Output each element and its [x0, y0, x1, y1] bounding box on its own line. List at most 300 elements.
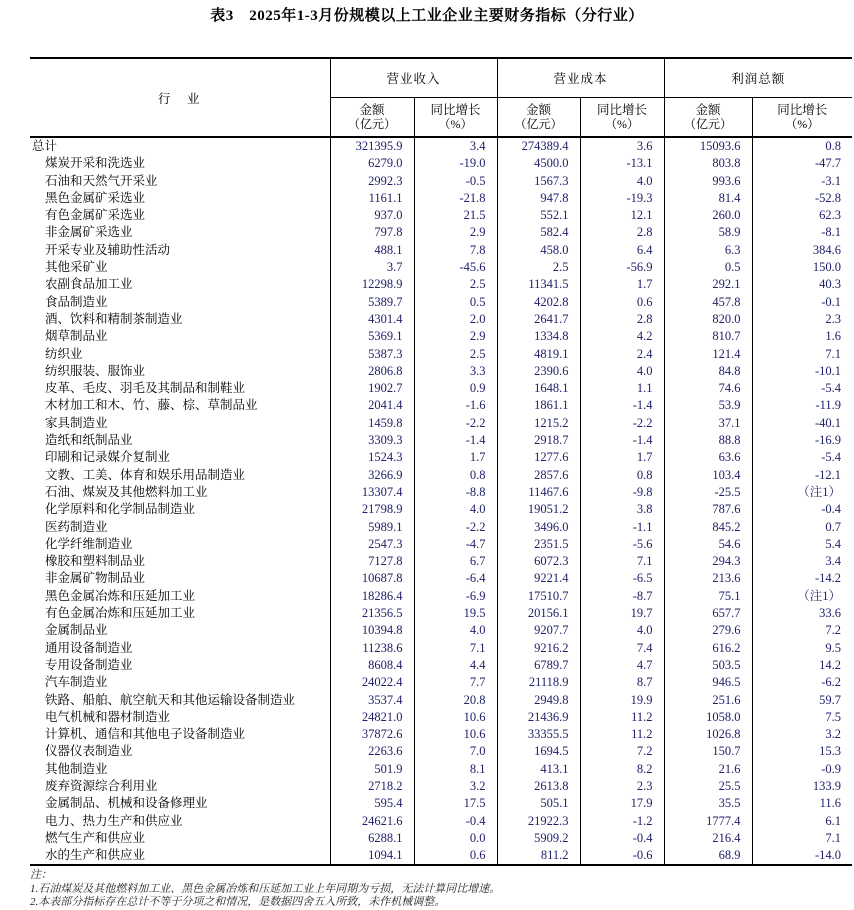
value-cell: -2.2	[414, 519, 497, 536]
industry-name-cell: 废弃资源综合利用业	[45, 778, 158, 793]
value-cell: 4.0	[414, 501, 497, 518]
value-cell: 7.7	[414, 674, 497, 691]
value-cell: 787.6	[664, 501, 752, 518]
industry-name-cell: 有色金属冶炼和压延加工业	[45, 606, 196, 621]
value-cell: 4.0	[414, 622, 497, 639]
value-cell: 2263.6	[330, 743, 414, 760]
table-row	[30, 346, 852, 363]
industry-name-cell: 电力、热力生产和供应业	[45, 813, 183, 828]
table-row	[30, 276, 852, 293]
value-cell: 2.3	[752, 311, 852, 328]
value-cell: 3266.9	[330, 467, 414, 484]
value-cell: -0.1	[752, 294, 852, 311]
column-header-cost-growth	[580, 98, 664, 138]
value-cell: -6.5	[580, 570, 664, 587]
industry-name-cell: 黑色金属矿采选业	[45, 190, 146, 205]
value-cell: 9216.2	[497, 640, 580, 657]
value-cell: 4301.4	[330, 311, 414, 328]
value-cell: -56.9	[580, 259, 664, 276]
value-cell: 75.1	[664, 588, 752, 605]
value-cell: 1161.1	[330, 190, 414, 207]
value-cell: 5909.2	[497, 830, 580, 847]
value-cell: 3.4	[752, 553, 852, 570]
table-row	[30, 570, 852, 587]
value-cell: 2806.8	[330, 363, 414, 380]
value-cell: -13.1	[580, 155, 664, 172]
value-cell: 68.9	[664, 847, 752, 865]
value-cell: 1.1	[580, 380, 664, 397]
value-cell: -4.7	[414, 536, 497, 553]
value-cell: 2547.3	[330, 536, 414, 553]
value-cell: 2613.8	[497, 778, 580, 795]
value-cell: 1334.8	[497, 328, 580, 345]
value-cell: 17.5	[414, 795, 497, 812]
industry-name-cell: 家具制造业	[45, 415, 108, 430]
industry-name-cell: 印刷和记录媒介复制业	[45, 450, 171, 465]
value-cell: 3.8	[580, 501, 664, 518]
value-cell: 0.5	[414, 294, 497, 311]
industry-name-cell: 水的生产和供应业	[45, 848, 146, 863]
table-row	[30, 709, 852, 726]
column-header-revenue-growth	[414, 98, 497, 138]
table-row	[30, 674, 852, 691]
value-cell: -12.1	[752, 467, 852, 484]
table-row	[30, 311, 852, 328]
table-row	[30, 778, 852, 795]
column-group-operating-cost: 营业成本	[497, 58, 664, 98]
value-cell: 501.9	[330, 761, 414, 778]
value-cell: 21436.9	[497, 709, 580, 726]
industry-name-cell: 非金属矿采选业	[45, 225, 133, 240]
value-cell: 19.5	[414, 605, 497, 622]
value-cell: -10.1	[752, 363, 852, 380]
value-cell: 5.4	[752, 536, 852, 553]
value-cell: 6.7	[414, 553, 497, 570]
value-cell: 503.5	[664, 657, 752, 674]
table-row	[30, 224, 852, 241]
table-row	[30, 207, 852, 224]
table-row	[30, 137, 852, 155]
industry-name-cell: 专用设备制造业	[45, 657, 133, 672]
value-cell: 62.3	[752, 207, 852, 224]
table-row	[30, 432, 852, 449]
value-cell: 7.4	[580, 640, 664, 657]
value-cell: 1648.1	[497, 380, 580, 397]
value-cell: 11.6	[752, 795, 852, 812]
industry-name-cell: 橡胶和塑料制品业	[45, 554, 146, 569]
value-cell: 88.8	[664, 432, 752, 449]
value-cell: -5.4	[752, 449, 852, 466]
industry-name-cell: 通用设备制造业	[45, 640, 133, 655]
value-cell: 10.6	[414, 726, 497, 743]
industry-name-cell: 石油、煤炭及其他燃料加工业	[45, 484, 208, 499]
value-cell: -0.4	[752, 501, 852, 518]
value-cell: 7.1	[414, 640, 497, 657]
value-cell: -0.4	[414, 813, 497, 830]
value-cell: 19.9	[580, 692, 664, 709]
value-cell: -11.9	[752, 397, 852, 414]
value-cell: 121.4	[664, 346, 752, 363]
table-row	[30, 449, 852, 466]
value-cell: 2918.7	[497, 432, 580, 449]
value-cell: 947.8	[497, 190, 580, 207]
industry-name-cell: 电气机械和器材制造业	[45, 709, 171, 724]
value-cell: -1.4	[580, 397, 664, 414]
value-cell: 1524.3	[330, 449, 414, 466]
value-cell: -0.5	[414, 173, 497, 190]
column-header-industry: 行 业	[30, 58, 330, 137]
financial-indicators-table	[30, 57, 852, 866]
value-cell: 803.8	[664, 155, 752, 172]
value-cell: 11.2	[580, 726, 664, 743]
value-cell: 3537.4	[330, 692, 414, 709]
value-cell: 2857.6	[497, 467, 580, 484]
value-cell: 7127.8	[330, 553, 414, 570]
table-header	[30, 58, 852, 137]
industry-name-cell: 其他采矿业	[45, 260, 108, 275]
value-cell: （注1）	[752, 588, 852, 605]
value-cell: 1277.6	[497, 449, 580, 466]
industry-name-cell: 煤炭开采和洗选业	[45, 156, 146, 171]
value-cell: 457.8	[664, 294, 752, 311]
footnotes	[30, 869, 852, 910]
value-cell: 7.2	[580, 743, 664, 760]
page-title: 表3 2025年1-3月份规模以上工业企业主要财务指标（分行业）	[210, 8, 644, 24]
subheader-amount-unit: （亿元）	[514, 117, 563, 131]
value-cell: 216.4	[664, 830, 752, 847]
value-cell: 6.1	[752, 813, 852, 830]
value-cell: 103.4	[664, 467, 752, 484]
table-row	[30, 640, 852, 657]
value-cell: 2.5	[414, 276, 497, 293]
value-cell: 3.6	[580, 137, 664, 155]
value-cell: 15093.6	[664, 137, 752, 155]
value-cell: 1567.3	[497, 173, 580, 190]
value-cell: 59.7	[752, 692, 852, 709]
value-cell: 8.2	[580, 761, 664, 778]
subheader-growth-label: 同比增长	[597, 103, 648, 117]
value-cell: 2.5	[414, 346, 497, 363]
value-cell: -25.5	[664, 484, 752, 501]
value-cell: 2.8	[580, 224, 664, 241]
table-row	[30, 242, 852, 259]
subheader-growth-unit: （%）	[438, 117, 473, 131]
industry-name-cell: 计算机、通信和其他电子设备制造业	[45, 727, 246, 742]
value-cell: 1.6	[752, 328, 852, 345]
industry-name-cell: 木材加工和木、竹、藤、棕、草制品业	[45, 398, 258, 413]
table-row	[30, 692, 852, 709]
value-cell: 10687.8	[330, 570, 414, 587]
value-cell: 292.1	[664, 276, 752, 293]
value-cell: 0.7	[752, 519, 852, 536]
column-header-profit-growth	[752, 98, 852, 138]
value-cell: 2.5	[497, 259, 580, 276]
value-cell: -19.3	[580, 190, 664, 207]
value-cell: -2.2	[580, 415, 664, 432]
value-cell: 35.5	[664, 795, 752, 812]
value-cell: 6279.0	[330, 155, 414, 172]
value-cell: -5.4	[752, 380, 852, 397]
value-cell: 19.7	[580, 605, 664, 622]
value-cell: 7.8	[414, 242, 497, 259]
value-cell: 11.2	[580, 709, 664, 726]
value-cell: 3.2	[414, 778, 497, 795]
value-cell: 11467.6	[497, 484, 580, 501]
value-cell: 3.3	[414, 363, 497, 380]
value-cell: 1026.8	[664, 726, 752, 743]
value-cell: 811.2	[497, 847, 580, 865]
value-cell: 2949.8	[497, 692, 580, 709]
value-cell: -0.6	[580, 847, 664, 865]
value-cell: 17.9	[580, 795, 664, 812]
value-cell: -14.2	[752, 570, 852, 587]
value-cell: 10.6	[414, 709, 497, 726]
table-row	[30, 155, 852, 172]
value-cell: 1094.1	[330, 847, 414, 865]
value-cell: 260.0	[664, 207, 752, 224]
value-cell: 6.3	[664, 242, 752, 259]
table-row	[30, 847, 852, 865]
value-cell: 7.1	[752, 830, 852, 847]
value-cell: 488.1	[330, 242, 414, 259]
value-cell: 1.7	[580, 449, 664, 466]
value-cell: 657.7	[664, 605, 752, 622]
value-cell: 993.6	[664, 173, 752, 190]
value-cell: 582.4	[497, 224, 580, 241]
value-cell: 820.0	[664, 311, 752, 328]
value-cell: 1215.2	[497, 415, 580, 432]
value-cell: 17510.7	[497, 588, 580, 605]
value-cell: 2641.7	[497, 311, 580, 328]
table-row	[30, 294, 852, 311]
table-row	[30, 501, 852, 518]
value-cell: -19.0	[414, 155, 497, 172]
value-cell: 21118.9	[497, 674, 580, 691]
subheader-growth-unit: （%）	[785, 117, 820, 131]
value-cell: 4819.1	[497, 346, 580, 363]
value-cell: 25.5	[664, 778, 752, 795]
value-cell: -1.6	[414, 397, 497, 414]
value-cell: 7.1	[752, 346, 852, 363]
value-cell: 12.1	[580, 207, 664, 224]
value-cell: 10394.8	[330, 622, 414, 639]
value-cell: 616.2	[664, 640, 752, 657]
table-row	[30, 397, 852, 414]
industry-name-cell: 酒、饮料和精制茶制造业	[45, 311, 183, 326]
value-cell: 21.5	[414, 207, 497, 224]
table-row	[30, 657, 852, 674]
table-row	[30, 622, 852, 639]
industry-name-cell: 黑色金属冶炼和压延加工业	[45, 588, 196, 603]
value-cell: 3309.3	[330, 432, 414, 449]
value-cell: 413.1	[497, 761, 580, 778]
value-cell: 0.6	[580, 294, 664, 311]
table-row	[30, 605, 852, 622]
value-cell: 4.0	[580, 173, 664, 190]
value-cell: 7.0	[414, 743, 497, 760]
value-cell: 937.0	[330, 207, 414, 224]
value-cell: 24821.0	[330, 709, 414, 726]
value-cell: 2992.3	[330, 173, 414, 190]
value-cell: 5989.1	[330, 519, 414, 536]
value-cell: 595.4	[330, 795, 414, 812]
value-cell: 15.3	[752, 743, 852, 760]
table-body	[30, 137, 852, 865]
table-row	[30, 536, 852, 553]
value-cell: 4.7	[580, 657, 664, 674]
value-cell: -6.4	[414, 570, 497, 587]
value-cell: 2.8	[580, 311, 664, 328]
value-cell: （注1）	[752, 484, 852, 501]
value-cell: 37.1	[664, 415, 752, 432]
table-row	[30, 259, 852, 276]
table-row	[30, 726, 852, 743]
value-cell: -21.8	[414, 190, 497, 207]
value-cell: 213.6	[664, 570, 752, 587]
value-cell: 9.5	[752, 640, 852, 657]
value-cell: 321395.9	[330, 137, 414, 155]
value-cell: -47.7	[752, 155, 852, 172]
value-cell: 7.2	[752, 622, 852, 639]
value-cell: 505.1	[497, 795, 580, 812]
value-cell: 40.3	[752, 276, 852, 293]
value-cell: 1.7	[580, 276, 664, 293]
value-cell: 5369.1	[330, 328, 414, 345]
table-row	[30, 743, 852, 760]
industry-name-cell: 燃气生产和供应业	[45, 830, 146, 845]
value-cell: 19051.2	[497, 501, 580, 518]
industry-name-cell: 化学纤维制造业	[45, 536, 133, 551]
value-cell: 37872.6	[330, 726, 414, 743]
value-cell: 6.4	[580, 242, 664, 259]
value-cell: -1.1	[580, 519, 664, 536]
industry-name-cell: 纺织服装、服饰业	[45, 363, 146, 378]
industry-name-cell: 食品制造业	[45, 294, 108, 309]
value-cell: 150.7	[664, 743, 752, 760]
value-cell: 5389.7	[330, 294, 414, 311]
value-cell: 12298.9	[330, 276, 414, 293]
value-cell: 845.2	[664, 519, 752, 536]
value-cell: 11238.6	[330, 640, 414, 657]
value-cell: 2390.6	[497, 363, 580, 380]
value-cell: 84.8	[664, 363, 752, 380]
table-row	[30, 190, 852, 207]
value-cell: 1694.5	[497, 743, 580, 760]
value-cell: 946.5	[664, 674, 752, 691]
value-cell: 251.6	[664, 692, 752, 709]
industry-name-cell: 铁路、船舶、航空航天和其他运输设备制造业	[45, 692, 296, 707]
value-cell: -40.1	[752, 415, 852, 432]
value-cell: -0.4	[580, 830, 664, 847]
industry-name-cell: 石油和天然气开采业	[45, 173, 158, 188]
value-cell: 20156.1	[497, 605, 580, 622]
value-cell: 0.9	[414, 380, 497, 397]
value-cell: 21922.3	[497, 813, 580, 830]
column-header-profit-amount	[664, 98, 752, 138]
value-cell: 54.6	[664, 536, 752, 553]
table-row	[30, 415, 852, 432]
value-cell: -8.8	[414, 484, 497, 501]
industry-name-cell: 烟草制品业	[45, 329, 108, 344]
value-cell: 6789.7	[497, 657, 580, 674]
value-cell: 3.2	[752, 726, 852, 743]
value-cell: 8608.4	[330, 657, 414, 674]
subheader-amount-unit: （亿元）	[347, 117, 396, 131]
table-row	[30, 467, 852, 484]
value-cell: 4202.8	[497, 294, 580, 311]
value-cell: -8.1	[752, 224, 852, 241]
value-cell: 2.0	[414, 311, 497, 328]
industry-name-cell: 开采专业及辅助性活动	[45, 242, 171, 257]
industry-name-cell: 皮革、毛皮、羽毛及其制品和制鞋业	[45, 381, 246, 396]
value-cell: 3496.0	[497, 519, 580, 536]
value-cell: 4.0	[580, 622, 664, 639]
table-row	[30, 795, 852, 812]
table-row	[30, 830, 852, 847]
value-cell: 458.0	[497, 242, 580, 259]
value-cell: 1902.7	[330, 380, 414, 397]
table-row	[30, 588, 852, 605]
value-cell: 21356.5	[330, 605, 414, 622]
value-cell: 797.8	[330, 224, 414, 241]
footnote-label: 注：	[30, 869, 52, 882]
value-cell: 5387.3	[330, 346, 414, 363]
value-cell: 33.6	[752, 605, 852, 622]
table-row	[30, 484, 852, 501]
value-cell: 24022.4	[330, 674, 414, 691]
value-cell: -45.6	[414, 259, 497, 276]
table-row	[30, 173, 852, 190]
subheader-amount-label: 金额	[359, 103, 385, 117]
value-cell: -14.0	[752, 847, 852, 865]
table-row	[30, 553, 852, 570]
table-row	[30, 813, 852, 830]
value-cell: -1.4	[580, 432, 664, 449]
value-cell: 2.9	[414, 328, 497, 345]
subheader-amount-label: 金额	[695, 103, 721, 117]
value-cell: 18286.4	[330, 588, 414, 605]
industry-name-cell: 金属制品业	[45, 623, 108, 638]
table-row	[30, 363, 852, 380]
value-cell: -6.2	[752, 674, 852, 691]
value-cell: 1.7	[414, 449, 497, 466]
subheader-growth-unit: （%）	[605, 117, 640, 131]
value-cell: 13307.4	[330, 484, 414, 501]
footnote-1: 1.石油煤炭及其他燃料加工业、黑色金属冶炼和压延加工业上年同期为亏损，无法计算同比增速。	[30, 882, 501, 895]
value-cell: 2.9	[414, 224, 497, 241]
subheader-amount-unit: （亿元）	[684, 117, 733, 131]
value-cell: 24621.6	[330, 813, 414, 830]
value-cell: 63.6	[664, 449, 752, 466]
value-cell: 11341.5	[497, 276, 580, 293]
value-cell: 58.9	[664, 224, 752, 241]
value-cell: 1459.8	[330, 415, 414, 432]
value-cell: 4.4	[414, 657, 497, 674]
industry-name-cell: 化学原料和化学制品制造业	[45, 502, 196, 517]
column-group-operating-revenue: 营业收入	[330, 58, 497, 98]
table-row	[30, 380, 852, 397]
value-cell: 294.3	[664, 553, 752, 570]
value-cell: 20.8	[414, 692, 497, 709]
value-cell: 384.6	[752, 242, 852, 259]
subheader-growth-label: 同比增长	[777, 103, 828, 117]
subheader-growth-label: 同比增长	[430, 103, 481, 117]
value-cell: -6.9	[414, 588, 497, 605]
industry-name-cell: 汽车制造业	[45, 675, 108, 690]
value-cell: 0.8	[414, 467, 497, 484]
value-cell: 2718.2	[330, 778, 414, 795]
value-cell: 6288.1	[330, 830, 414, 847]
